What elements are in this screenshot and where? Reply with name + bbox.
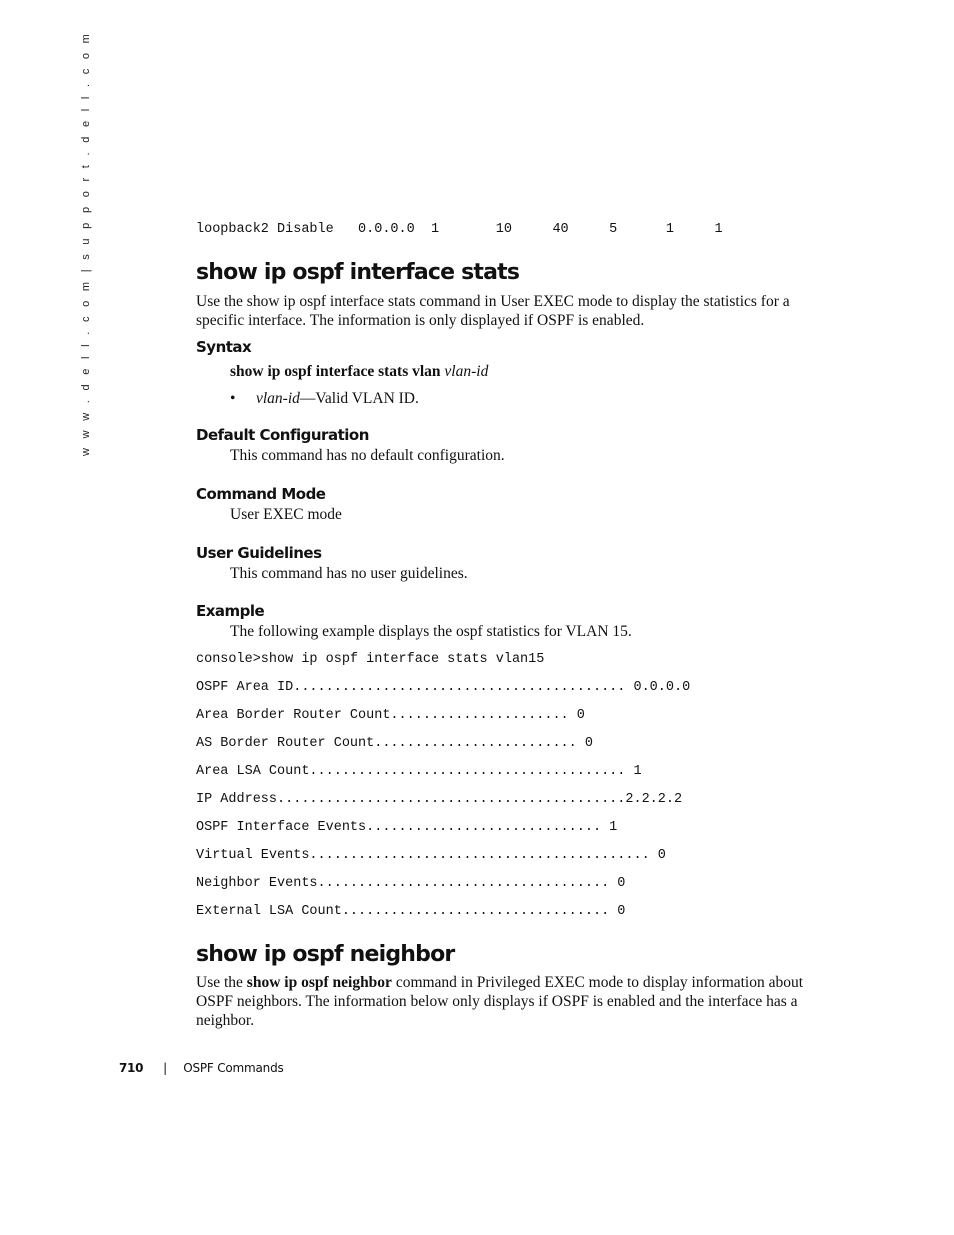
syntax-line	[196, 362, 816, 381]
example-output-line: Virtual Events.......................................... 0	[196, 848, 666, 863]
chapter-title: OSPF Commands	[183, 1061, 284, 1075]
example-output-line: OSPF Area ID......................................... 0.0.0.0	[196, 680, 691, 695]
syntax-param: vlan-id	[444, 363, 489, 380]
example-output-line: OSPF Interface Events............................. 1	[196, 820, 618, 835]
side-url-text: w w w . d e l l . c o m | s u p p o r t . d e l l . c o m	[80, 30, 92, 456]
example-text: The following example displays the ospf statistics for VLAN 15.	[230, 623, 632, 640]
user-guidelines-text: This command has no user guidelines.	[230, 565, 468, 582]
page-content	[196, 218, 816, 1030]
command-mode-heading: Command Mode	[196, 485, 326, 503]
syntax-command: show ip ospf interface stats vlan	[230, 363, 445, 380]
default-config-heading: Default Configuration	[196, 426, 369, 444]
footer-separator: |	[163, 1061, 168, 1075]
user-guidelines-heading: User Guidelines	[196, 544, 322, 562]
example-output-line: Area LSA Count....................................... 1	[196, 764, 642, 779]
example-output-line: Area Border Router Count...................... 0	[196, 708, 585, 723]
interface-stats-intro: Use the show ip ospf interface stats command in User EXEC mode to display the statistics for a specific interface. The information is only displayed if OSPF is enabled.	[196, 293, 790, 329]
neighbor-intro	[196, 973, 816, 1030]
example-output-line: External LSA Count................................. 0	[196, 904, 626, 919]
bullet-desc: —Valid VLAN ID.	[299, 390, 419, 407]
example-heading: Example	[196, 602, 265, 620]
example-output	[196, 679, 816, 921]
top-code-line: loopback2 Disable 0.0.0.0 1 10 40 5 1 1	[196, 222, 723, 237]
example-output-line: IP Address...........................................2.2.2.2	[196, 792, 683, 807]
default-config-text: This command has no default configuration.	[230, 447, 505, 464]
neighbor-intro-pre: Use the	[196, 974, 247, 991]
page-number: 710	[119, 1061, 144, 1075]
section-heading-interface-stats: show ip ospf interface stats	[196, 260, 520, 285]
section-heading-neighbor: show ip ospf neighbor	[196, 942, 455, 967]
syntax-bullet	[196, 389, 816, 408]
syntax-heading: Syntax	[196, 338, 252, 356]
example-output-line: Neighbor Events.................................... 0	[196, 876, 626, 891]
example-output-line: AS Border Router Count......................... 0	[196, 736, 593, 751]
command-mode-text: User EXEC mode	[230, 506, 342, 523]
example-command: console>show ip ospf interface stats vlan15	[196, 652, 545, 667]
bullet-icon: •	[230, 390, 236, 407]
page-footer	[119, 1061, 284, 1075]
neighbor-intro-command: show ip ospf neighbor	[246, 974, 392, 991]
bullet-param: vlan-id	[256, 390, 300, 407]
neighbor-intro-post: command in Privileged EXEC mode to display information about OSPF neighbors. The information below only displays if OSPF is enabled and the interface has a neighbor.	[196, 974, 804, 1029]
